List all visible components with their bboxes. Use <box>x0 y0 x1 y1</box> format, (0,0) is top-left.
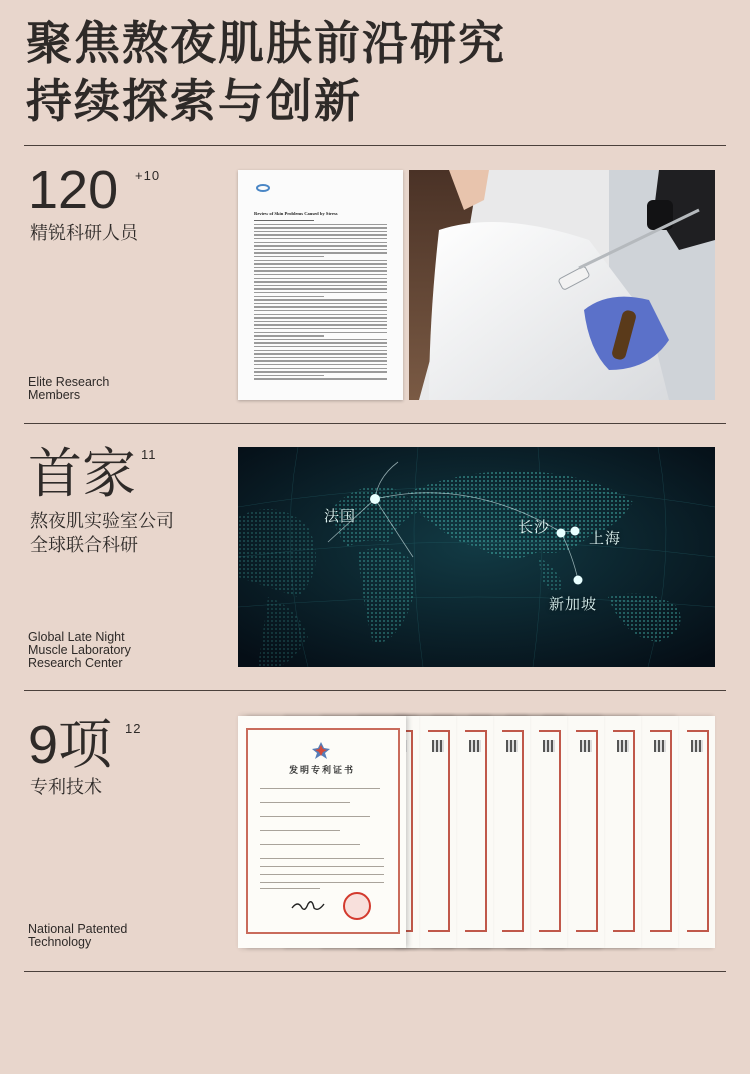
research-paper-image <box>238 170 403 400</box>
paper-text-line <box>254 260 387 261</box>
paper-text-line <box>254 342 387 343</box>
patent-certificate-front <box>238 716 406 948</box>
paper-text-line <box>254 263 387 264</box>
lab-caption-line-2: Muscle Laboratory <box>28 643 131 657</box>
research-count-sup: +10 <box>135 168 161 183</box>
paper-text-line <box>254 339 387 340</box>
certificate-border <box>539 730 561 932</box>
qr-code-icon <box>654 740 666 752</box>
certificate-text-line <box>260 830 340 831</box>
paper-text-line <box>254 288 387 289</box>
paper-text-line <box>254 245 387 246</box>
paper-text-line <box>254 292 387 293</box>
paper-text-line <box>254 285 387 286</box>
qr-code-icon <box>691 740 703 752</box>
certificate-border <box>613 730 635 932</box>
certificate-text-line <box>260 844 360 845</box>
research-caption-line-1: Elite Research <box>28 375 110 389</box>
paper-text-line <box>254 299 387 300</box>
paper-text-line <box>254 256 324 257</box>
paper-text-line <box>254 332 387 333</box>
paper-text-line <box>254 310 387 311</box>
research-caption-line-2: Members <box>28 388 81 402</box>
qr-code-icon <box>469 740 481 752</box>
research-caption <box>28 376 109 402</box>
paper-text-line <box>254 353 387 354</box>
paper-text-line <box>254 220 314 221</box>
certificate-border <box>650 730 672 932</box>
lab-label <box>30 510 174 558</box>
certificate-text-line <box>260 866 384 867</box>
paper-text-line <box>254 249 387 250</box>
map-label-france: 法国 <box>324 507 357 525</box>
paper-text-line <box>254 317 387 318</box>
research-count: 120 <box>28 160 119 220</box>
divider-4 <box>24 971 726 972</box>
paper-text-line <box>254 306 387 307</box>
map-label-shanghai: 上海 <box>589 529 622 547</box>
paper-text-line <box>254 281 387 282</box>
divider-3 <box>24 690 726 691</box>
paper-text-line <box>254 378 387 379</box>
paper-text-line <box>254 371 387 372</box>
paper-text-line <box>254 231 387 232</box>
qr-code-icon <box>506 740 518 752</box>
certificate-border <box>502 730 524 932</box>
patent-certificates-image <box>238 716 715 948</box>
lab-caption <box>28 631 131 670</box>
patent-count-sup: 12 <box>125 721 142 736</box>
paper-text-line <box>254 364 387 365</box>
paper-text-line <box>254 242 387 243</box>
patent-caption-line-2: Technology <box>28 935 92 949</box>
paper-text-line <box>254 296 324 297</box>
certificate-border <box>465 730 487 932</box>
certificate-text-line <box>260 888 320 889</box>
certificate-text-line <box>260 816 370 817</box>
lab-label-line-1: 熬夜肌实验室公司 <box>30 511 174 532</box>
certificate-text-line <box>260 788 380 789</box>
world-map-illustration <box>238 447 715 667</box>
patent-caption-line-1: National Patented <box>28 922 128 936</box>
paper-text-line <box>254 227 387 228</box>
world-map-image <box>238 447 715 667</box>
certificate-border <box>428 730 450 932</box>
certificate-border <box>687 730 709 932</box>
paper-text-line <box>254 375 324 376</box>
lab-caption-line-1: Global Late Night <box>28 630 125 644</box>
paper-text-line <box>254 335 324 336</box>
headline <box>26 14 506 130</box>
patent-caption <box>28 923 127 949</box>
certificate-text-line <box>260 802 350 803</box>
lab-first: 首家 <box>28 444 136 504</box>
lab-first-sup: 11 <box>141 447 157 462</box>
certificate-title: 发明专利证书 <box>288 766 355 776</box>
research-label: 精锐科研人员 <box>30 223 138 244</box>
paper-text-line <box>254 321 387 322</box>
paper-text-line <box>254 360 387 361</box>
paper-text-line <box>254 278 387 279</box>
paper-text-line <box>254 328 387 329</box>
patent-count: 9项 <box>28 715 113 775</box>
qr-code-icon <box>543 740 555 752</box>
lab-caption-line-3: Research Center <box>28 656 123 670</box>
paper-text-line <box>254 274 387 275</box>
patent-label: 专利技术 <box>30 777 102 798</box>
qr-code-icon <box>617 740 629 752</box>
official-seal-icon <box>343 892 371 920</box>
qr-code-icon <box>580 740 592 752</box>
paper-text-line <box>254 252 387 253</box>
paper-text-line <box>254 303 387 304</box>
divider-1 <box>24 145 726 146</box>
certificate-text-line <box>260 874 384 875</box>
paper-text-line <box>254 234 387 235</box>
paper-text-line <box>254 238 387 239</box>
headline-line-1: 聚焦熬夜肌肤前沿研究 <box>26 16 506 70</box>
paper-text-line <box>254 324 387 325</box>
paper-text-line <box>254 368 387 369</box>
paper-text-line <box>254 350 387 351</box>
paper-text-line <box>254 314 387 315</box>
patent-emblem-icon <box>310 740 332 760</box>
headline-line-2: 持续探索与创新 <box>26 74 362 128</box>
journal-logo-icon <box>256 184 270 192</box>
lab-photo-illustration <box>409 170 715 400</box>
paper-text-line <box>254 267 387 268</box>
paper-text-line <box>254 346 387 347</box>
paper-title: Review of Skin Problems Caused by Stress <box>254 211 338 216</box>
paper-text-line <box>254 270 387 271</box>
map-label-singapore: 新加坡 <box>549 595 598 613</box>
paper-text-line <box>254 357 387 358</box>
qr-code-icon <box>432 740 444 752</box>
map-label-changsha: 长沙 <box>518 518 551 536</box>
lab-label-line-2: 全球联合科研 <box>30 535 138 556</box>
certificate-border <box>576 730 598 932</box>
paper-text-line <box>254 224 387 225</box>
signature-icon <box>290 898 326 914</box>
lab-photo <box>409 170 715 400</box>
certificate-text-line <box>260 858 384 859</box>
certificate-text-line <box>260 882 384 883</box>
divider-2 <box>24 423 726 424</box>
